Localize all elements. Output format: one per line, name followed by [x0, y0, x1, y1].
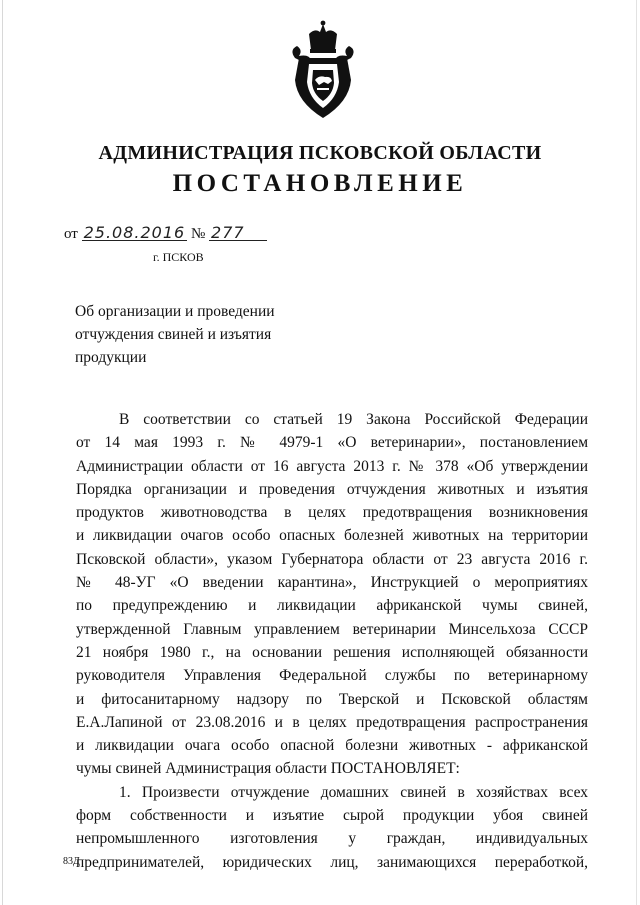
- body-line: непромышленного изготовления у граждан, индивидуальных: [76, 830, 588, 848]
- subject-line: продукции: [75, 349, 147, 366]
- city: г. ПСКОВ: [153, 250, 204, 264]
- body-line: и фитосанитарному надзору по Тверской и Псковской областям: [76, 690, 588, 708]
- scan-edge-left: [2, 0, 3, 905]
- body-line: и ликвидации очага особо опасной болезни животных - африканской: [76, 737, 588, 755]
- footer-code: 83Д: [63, 856, 80, 867]
- document-subject: [75, 300, 275, 369]
- organization-name: АДМИНИСТРАЦИЯ ПСКОВСКОЙ ОБЛАСТИ: [98, 142, 542, 164]
- scan-edge-right: [636, 0, 637, 905]
- body-line: руководителя Управления Федеральной службы по ветеринарному: [76, 667, 588, 685]
- body-line: форм собственности и изъятие сырой продукции убоя свиней: [76, 807, 588, 825]
- body-line: № 48-УГ «О введении карантина», Инструкцией о мероприятиях: [76, 574, 588, 592]
- subject-line: Об организации и проведении: [75, 303, 275, 320]
- body-line: и ликвидации очагов особо опасных болезней животных на территории: [76, 527, 588, 545]
- body-line: по предупреждению и ликвидации африканской чумы свиней,: [76, 597, 588, 615]
- number-prefix: №: [190, 226, 206, 242]
- body-line: предпринимателей, юридических лиц, занимающихся переработкой,: [76, 853, 588, 871]
- body-line: В соответствии со статьей 19 Закона Российской Федерации: [119, 411, 588, 428]
- body-line: Псковской области», указом Губернатора области от 23 августа 2016 г.: [76, 550, 588, 568]
- subject-line: отчуждения свиней и изъятия: [75, 326, 272, 343]
- body-line: Порядка организации и проведения отчуждения животных и изъятия: [76, 480, 588, 498]
- body-line: чумы свиней Администрация области ПОСТАНОВЛЯЕТ:: [76, 760, 460, 778]
- body-line: 1. Произвести отчуждение домашних свиней в хозяйствах всех: [119, 783, 588, 801]
- coat-of-arms-icon: [287, 20, 359, 120]
- document-type-title: ПОСТАНОВЛЕНИЕ: [172, 170, 468, 197]
- document-body: [76, 408, 588, 874]
- body-line: Е.А.Лапиной от 23.08.2016 и в целях предотвращения распространения: [76, 713, 588, 731]
- body-line: продуктов животноводства в целях предотвращения возникновения: [76, 504, 588, 522]
- body-line: от 14 мая 1993 г. № 4979-1 «О ветеринарии», постановлением: [76, 434, 588, 452]
- body-line: утвержденной Главным управлением ветеринарии Минсельхоза СССР: [76, 620, 588, 638]
- date-prefix: от: [64, 226, 78, 242]
- body-line: Администрации области от 16 августа 2013 г. № 378 «Об утверждении: [76, 457, 588, 475]
- body-line: 21 ноября 1980 г., на основании решения исполняющей обязанности: [76, 643, 588, 661]
- date-number-line: [64, 225, 267, 243]
- document-number: 277: [209, 225, 267, 241]
- document-date: 25.08.2016: [83, 223, 186, 242]
